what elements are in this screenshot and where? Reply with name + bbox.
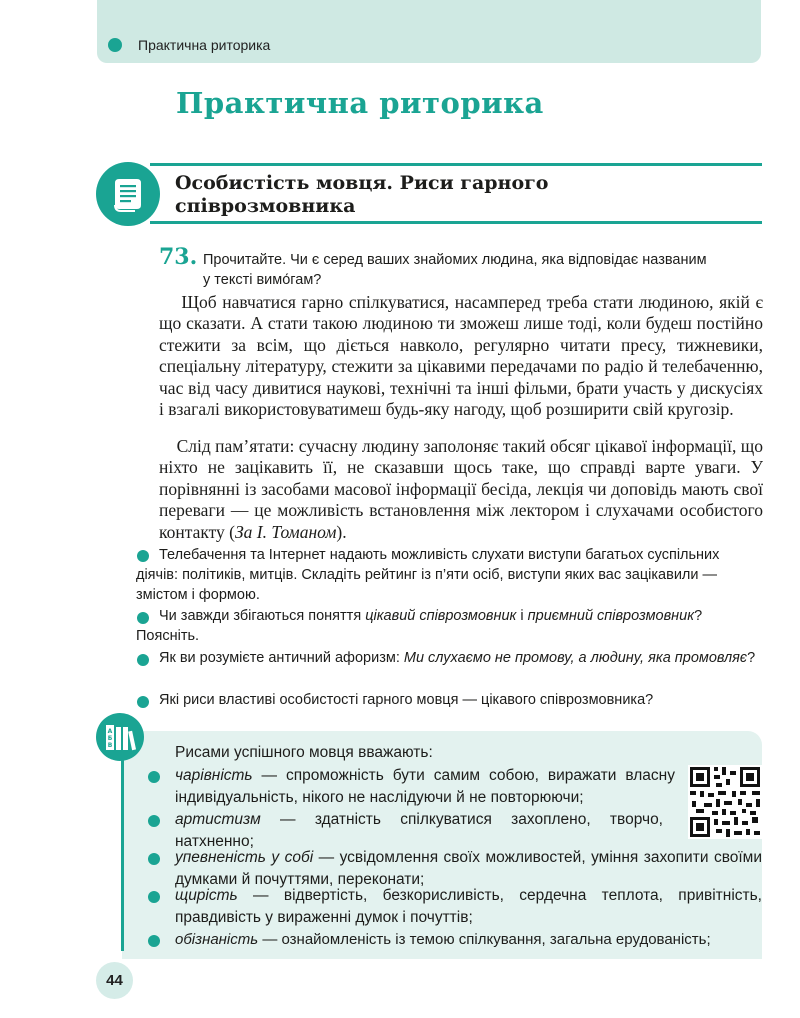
info-item-5-text: — ознайомленість із темою спілкування, загальна ерудованість; [258,931,711,948]
info-item-4-term: щирість [175,887,238,904]
info-icon-badge [96,713,144,761]
info-item-2-term: артистизм [175,811,261,828]
page-title: Практична риторика [176,86,544,120]
page-number: 44 [96,962,133,999]
info-item-2-bullet-icon [148,815,160,827]
question-3-quote: Ми слухаємо не промову, а людину, яка промовляє [403,650,748,666]
info-item-1 [175,765,675,809]
books-icon [103,722,137,752]
info-item-5-term: обізнаність [175,931,259,948]
text-paragraph-2 [159,436,763,543]
question-4: Які риси властиві особистості гарного мовця — цікавого співрозмовника? [159,692,654,708]
question-2-start: Чи завжди збігаються поняття [159,608,366,624]
info-item-4 [175,885,762,929]
text-paragraph-2-end: ). [336,521,347,542]
scroll-document-icon [111,175,145,213]
question-2-term-1: цікавий співрозмовник [365,608,517,624]
section-title-line2: співрозмовника [175,195,356,217]
text-paragraph-2-body: Слід пам’ятати: сучасну людину заполоняє такий обсяг цікавої інформації, що ніхто не зацікавить її, не сказавши щось таке, що справді варте уваги. У порівнянні із засобами масової інформації бесіда, лекція чи доповідь мають свої переваги — це можливість встановлення між лектором і слухачами особистого контакту ( [159,436,763,542]
info-item-5 [175,929,762,951]
books-icon-letter-3: В [107,742,113,749]
question-2 [136,606,763,646]
section-icon-badge [96,162,160,226]
header-bullet-icon [108,38,122,52]
question-3-end: ? [747,650,756,666]
question-1: Телебачення та Інтернет надають можливість слухати виступи багатьох суспільних діячів: політиків, митців. Складіть рейтинг із п’яти осіб, виступи яких вас зацікавили — змістом і формою. [136,547,720,603]
exercise-instruction-line2: у тексті вимо́гам? [203,272,322,288]
exercise-number: 73. [159,244,198,270]
info-intro: Рисами успішного мовця вважають: [175,744,433,761]
text-paragraph-1-body: Щоб навчатися гарно спілкуватися, насамперед треба стати людиною, якій є що сказати. А стати такою людиною ти зможеш лише тоді, коли будеш постійно стежити за всім, що діється навколо, регулярно читати пресу, тижневики, спеціальну літературу, стежити за цікавими передачами по радіо й телебаченню, час від часу дивитися наукові, технічні та інші фільми, брати участь у дискусіях і взагалі використовуватимеш будь-яку нагоду, щоб розширити свій кругозір. [159,292,764,420]
question-3-start: Як ви розумієте античний афоризм: [159,650,404,666]
exercise-instruction-line1: Прочитайте. Чи є серед ваших знайомих людина, яка відповідає названим [203,252,707,268]
header-bar [97,0,761,63]
question-2-and: і [516,608,528,624]
section-title [175,172,735,218]
section-divider-top [150,163,762,166]
info-item-4-bullet-icon [148,891,160,903]
section-divider-bottom [150,221,762,224]
books-icon-letter-2: Б [107,735,113,742]
books-icon-letter-1: А [107,728,113,735]
info-item-4-text: — відвертість, безкорисливість, сердечна теплота, привітність, правдивість у вираженні думок і почуттів; [175,887,762,926]
text-paragraph-1 [159,292,763,420]
info-item-1-bullet-icon [148,771,160,783]
header-section-label: Практична риторика [138,37,271,53]
info-box-accent-line [121,740,124,951]
question-3 [136,648,763,668]
info-item-3-term: упевненість у собі [175,849,314,866]
info-item-2-text: — здатність спілкуватися захоплено, творчо, натхненно; [175,811,663,850]
qr-code[interactable] [688,765,762,839]
info-item-3-bullet-icon [148,853,160,865]
section-title-line1: Особистість мовця. Риси гарного [175,172,549,194]
question-2-end: ? Поясніть. [136,608,703,644]
info-item-1-term: чарівність [175,767,253,784]
info-item-3-text: — усвідомлення своїх можливостей, уміння захопити своїми думками й почуттями, переконати; [175,849,762,888]
info-item-1-text: — спроможність бути самим собою, виражати власну індивідуальність, нікого не наслідуючи й не повторюючи; [175,767,675,806]
info-item-5-bullet-icon [148,935,160,947]
exercise-instruction [203,250,763,290]
text-source: За І. Томаном [235,521,337,542]
question-2-term-2: приємний співрозмовник [527,608,695,624]
